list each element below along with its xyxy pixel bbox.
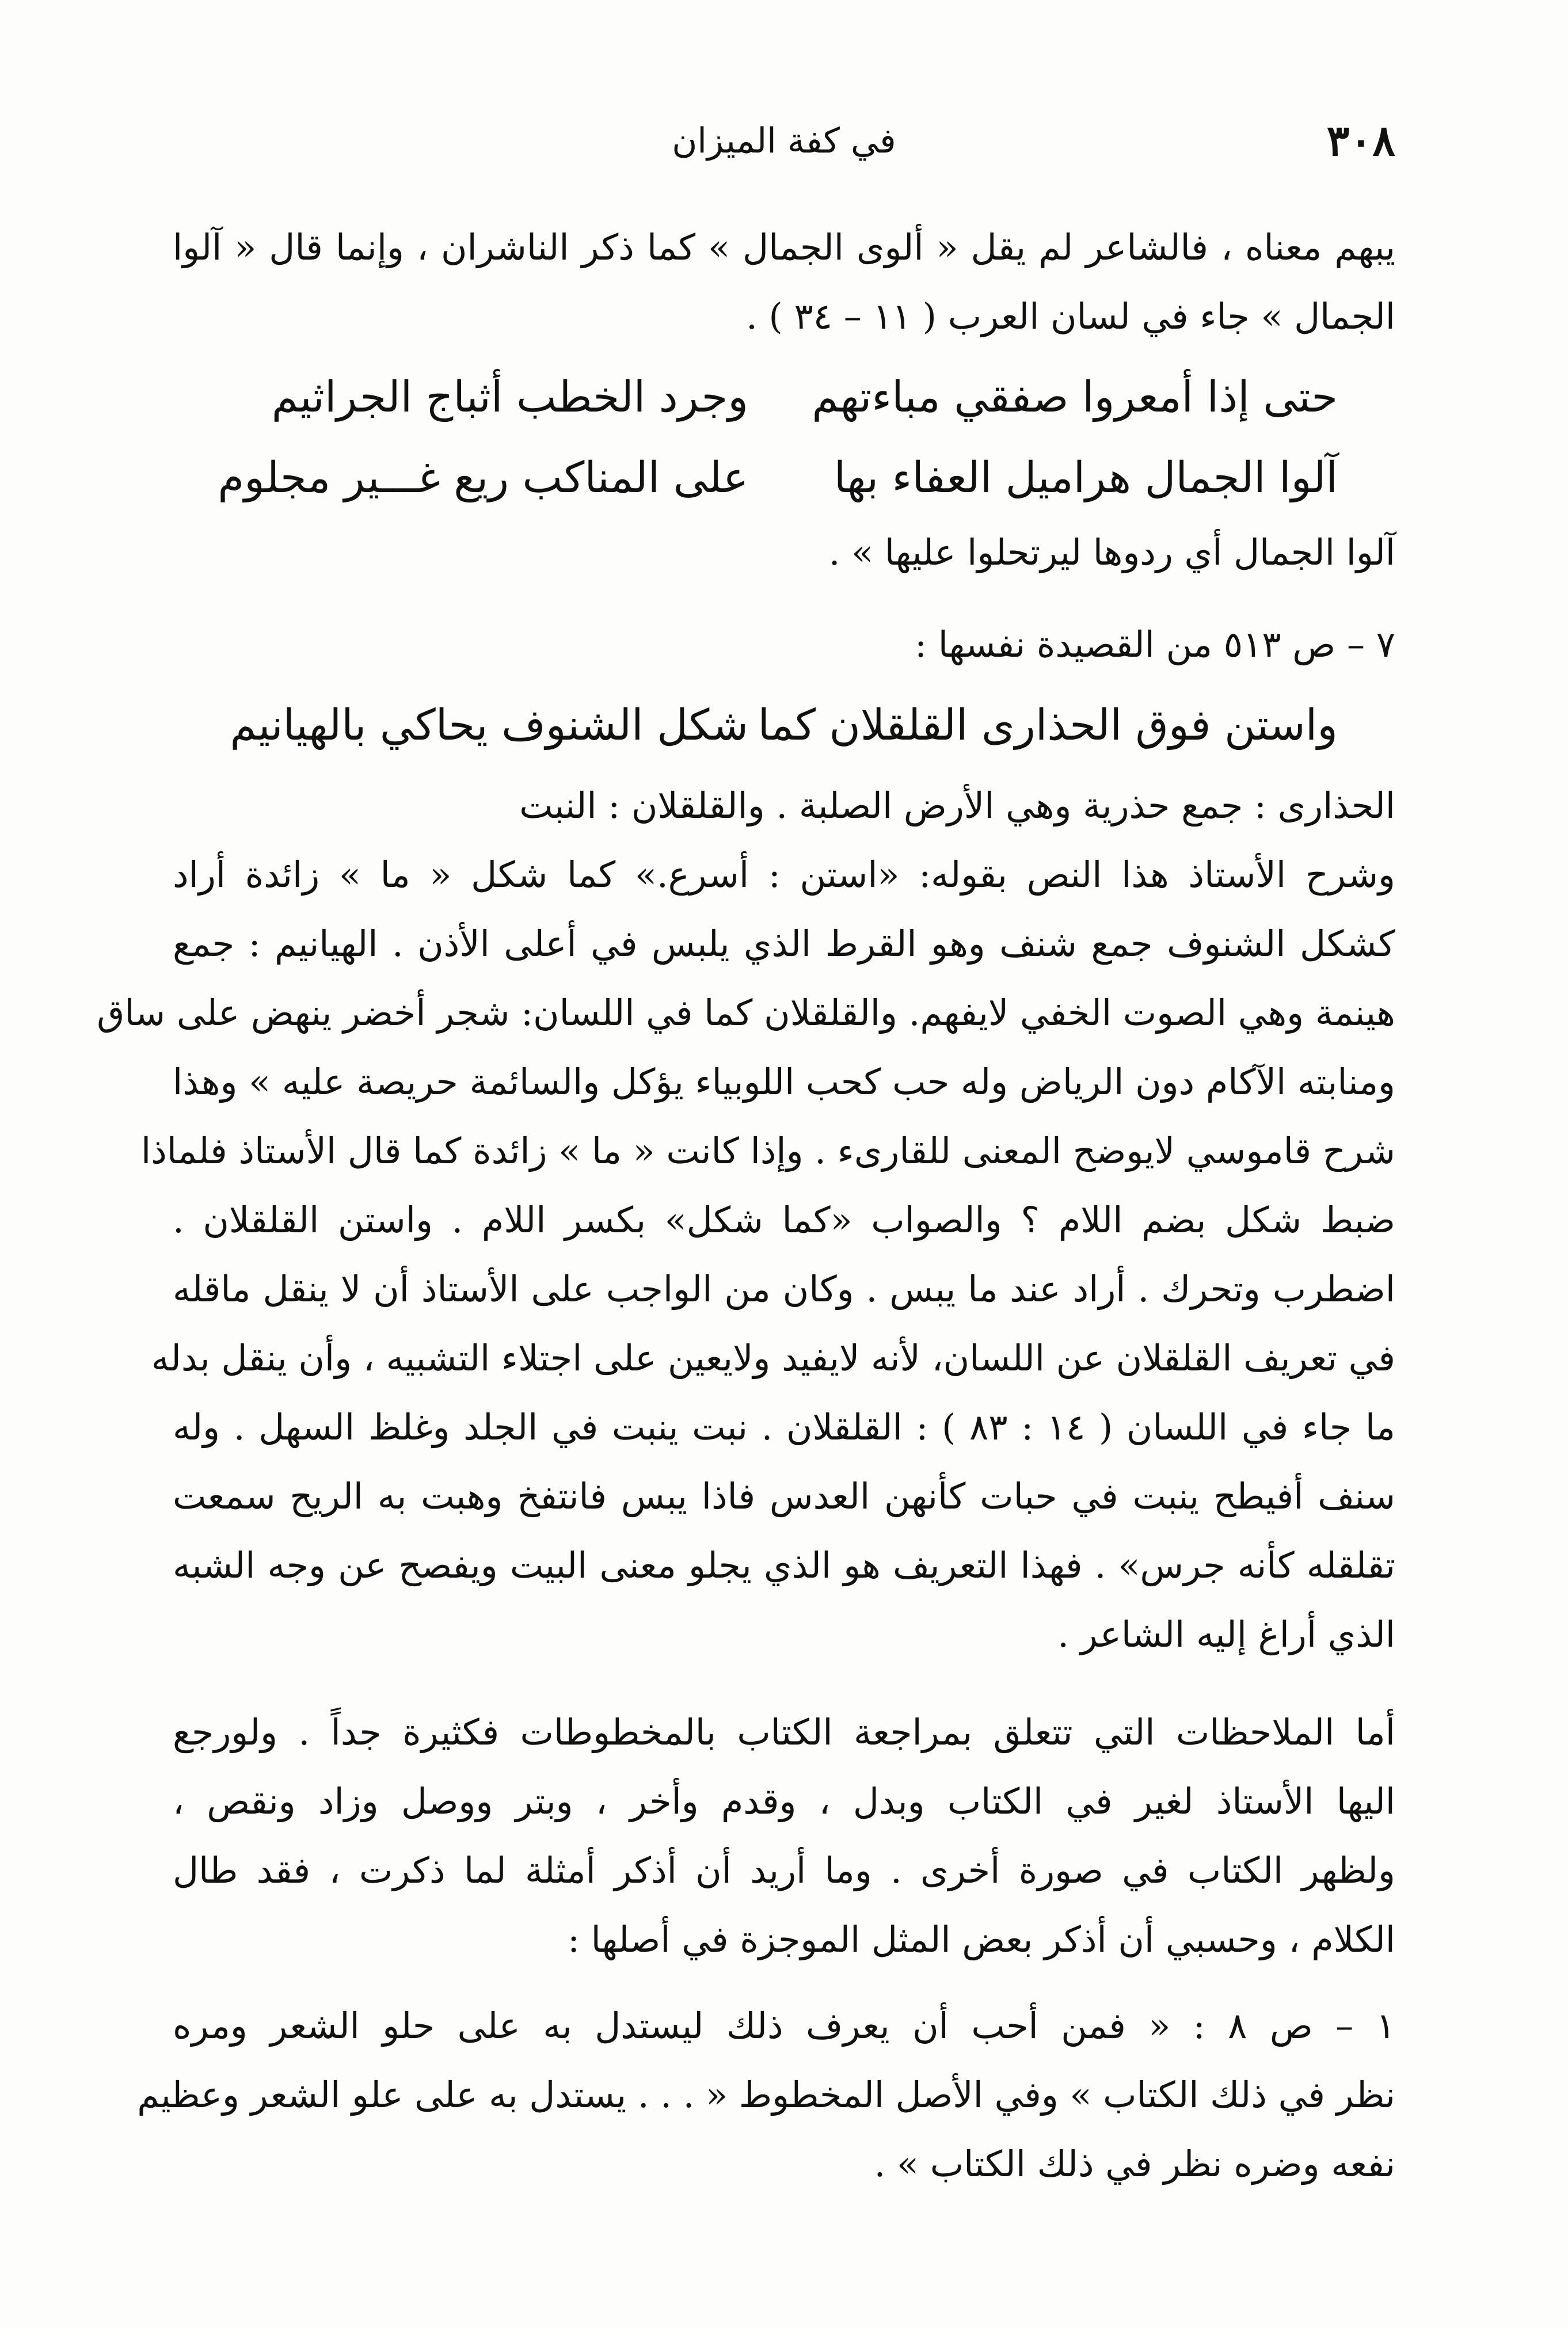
text-line: شرح قاموسي لايوضح المعنى للقارىء . وإذا كانت « ما » زائدة كما قال الأستاذ فلماذا <box>140 1130 1395 1172</box>
text-line: سنف أفيطح ينبت في حبات كأنهن العدس فاذا يبس فانتفخ وهبت به الريح سمعت <box>173 1475 1395 1517</box>
text-line: اضطرب وتحرك . أراد عند ما يبس . وكان من الواجب على الأستاذ أن لا ينقل ماقله <box>173 1268 1395 1310</box>
text-line: ضبط شكل بضم اللام ؟ والصواب «كما شكل» بكسر اللام . واستن القلقلان . <box>173 1199 1395 1241</box>
text-line: كشكل الشنوف جمع شنف وهو القرط الذي يلبس في أعلى الأذن . الهيانيم : جمع <box>173 923 1395 965</box>
verse-first-hemistich: واستن فوق الحذارى القلقلان كما <box>758 700 1338 750</box>
text-line: اليها الأستاذ لغير في الكتاب وبدل ، وقدم وأخر ، وبتر ووصل وزاد ونقص ، <box>173 1780 1395 1822</box>
text-line: ولظهر الكتاب في صورة أخرى . وما أريد أن أذكر أمثلة لما ذكرت ، فقد طال <box>173 1849 1395 1891</box>
verse-first-hemistich: حتى إذا أمعروا صفقي مباءتهم <box>812 372 1338 422</box>
text-line: نظر في ذلك الكتاب » وفي الأصل المخطوط « . . . يستدل به على علو الشعر وعظيم <box>137 2074 1395 2116</box>
text-line: نفعه وضره نظر في ذلك الكتاب » . <box>874 2143 1395 2185</box>
text-line: ١ – ص ٨ : « فمن أحب أن يعرف ذلك ليستدل به على حلو الشعر ومره <box>173 2005 1395 2047</box>
verse-second-hemistich: على المناكب ريع غـــير مجلوم <box>218 453 748 502</box>
text-line: وشرح الأستاذ هذا النص بقوله: «استن : أسرع.» كما شكل « ما » زائدة أراد <box>173 854 1395 896</box>
text-line: تقلقله كأنه جرس» . فهذا التعريف هو الذي يجلو معنى البيت ويفصح عن وجه الشبه <box>173 1544 1395 1586</box>
verse-first-hemistich: آلوا الجمال هراميل العفاء بها <box>834 453 1338 502</box>
gloss-line: الحذارى : جمع حذرية وهي الأرض الصلبة . والقلقلان : النبت <box>519 784 1395 827</box>
running-title: في كفة الميزان <box>672 121 896 161</box>
text-line: يبهم معناه ، فالشاعر لم يقل « ألوى الجمال » كما ذكر الناشران ، وإنما قال « آلوا <box>173 226 1395 268</box>
text-line: أما الملاحظات التي تتعلق بمراجعة الكتاب بالمخطوطات فكثيرة جداً . ولورجع <box>173 1711 1395 1753</box>
item-heading: ٧ – ص ٥١٣ من القصيدة نفسها : <box>915 623 1395 665</box>
verse-second-hemistich: وجرد الخطب أثباج الجراثيم <box>271 372 748 422</box>
text-line: الذي أراغ إليه الشاعر . <box>1057 1613 1395 1655</box>
text-line: في تعريف القلقلان عن اللسان، لأنه لايفيد ولايعين على اجتلاء التشبيه ، وأن ينقل بدله <box>151 1337 1395 1379</box>
verse-gloss: آلوا الجمال أي ردوها ليرتحلوا عليها » . <box>828 531 1395 573</box>
text-line: ومنابته الآكام دون الرياض وله حب كحب اللوبياء يؤكل والسائمة حريصة عليه » وهذا <box>173 1061 1395 1103</box>
text-line: الكلام ، وحسبي أن أذكر بعض المثل الموجزة في أصلها : <box>568 1918 1395 1960</box>
page-header <box>173 115 1395 167</box>
text-line: ما جاء في اللسان ( ١٤ : ٨٣ ) : القلقلان . نبت ينبت في الجلد وغلظ السهل . وله <box>173 1406 1395 1448</box>
verse-second-hemistich: شكل الشنوف يحاكي بالهيانيم <box>230 700 748 750</box>
text-line: هينمة وهي الصوت الخفي لايفهم. والقلقلان كما في اللسان: شجر أخضر ينهض على ساق <box>97 992 1395 1034</box>
page-number: ٣٠٨ <box>1326 116 1395 166</box>
text-line: الجمال » جاء في لسان العرب ( ١١ – ٣٤ ) . <box>746 295 1395 337</box>
